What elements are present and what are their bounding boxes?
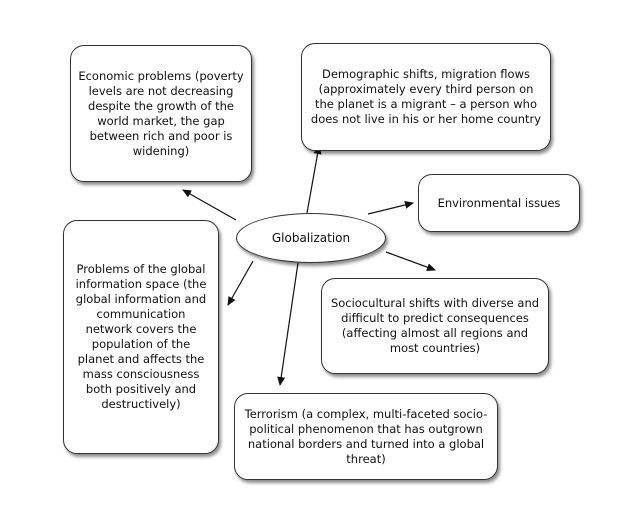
sociocultural-shifts-text: Sociocultural shifts with diverse and difficult to predict consequences (affecting almost all regions and most countries) xyxy=(330,296,540,355)
sociocultural-shifts-box xyxy=(321,278,549,374)
globalization-node xyxy=(236,213,386,263)
arrow-to-economic xyxy=(183,190,236,220)
arrow-to-terrorism xyxy=(280,263,298,385)
terrorism-text: Terrorism (a complex, multi-faceted socio-political phenomenon that has outgrown national borders and turned into a global threat) xyxy=(244,406,488,466)
terrorism-box xyxy=(234,393,498,480)
environmental-issues-text: Environmental issues xyxy=(437,195,561,210)
globalization-label: Globalization xyxy=(271,231,351,245)
information-space-text: Problems of the global information space (the global information and communication network covers the population of the planet and affects the mass consciousness both positively and destructively) xyxy=(75,262,207,411)
arrow-to-demographic xyxy=(307,146,319,213)
economic-problems-box xyxy=(70,45,252,182)
arrow-to-environmental xyxy=(368,203,413,214)
economic-problems-text: Economic problems (poverty levels are not decreasing despite the growth of the world market, the gap between rich and poor is widening) xyxy=(78,68,244,158)
demographic-shifts-box xyxy=(301,43,551,151)
information-space-box xyxy=(63,220,219,454)
environmental-issues-box xyxy=(418,174,580,232)
demographic-shifts-text: Demographic shifts, migration flows (approximately every third person on the planet is a migrant – a person who does not live in his or her home country xyxy=(310,67,542,126)
arrow-to-sociocultural xyxy=(386,252,435,270)
arrow-to-information xyxy=(228,261,253,305)
